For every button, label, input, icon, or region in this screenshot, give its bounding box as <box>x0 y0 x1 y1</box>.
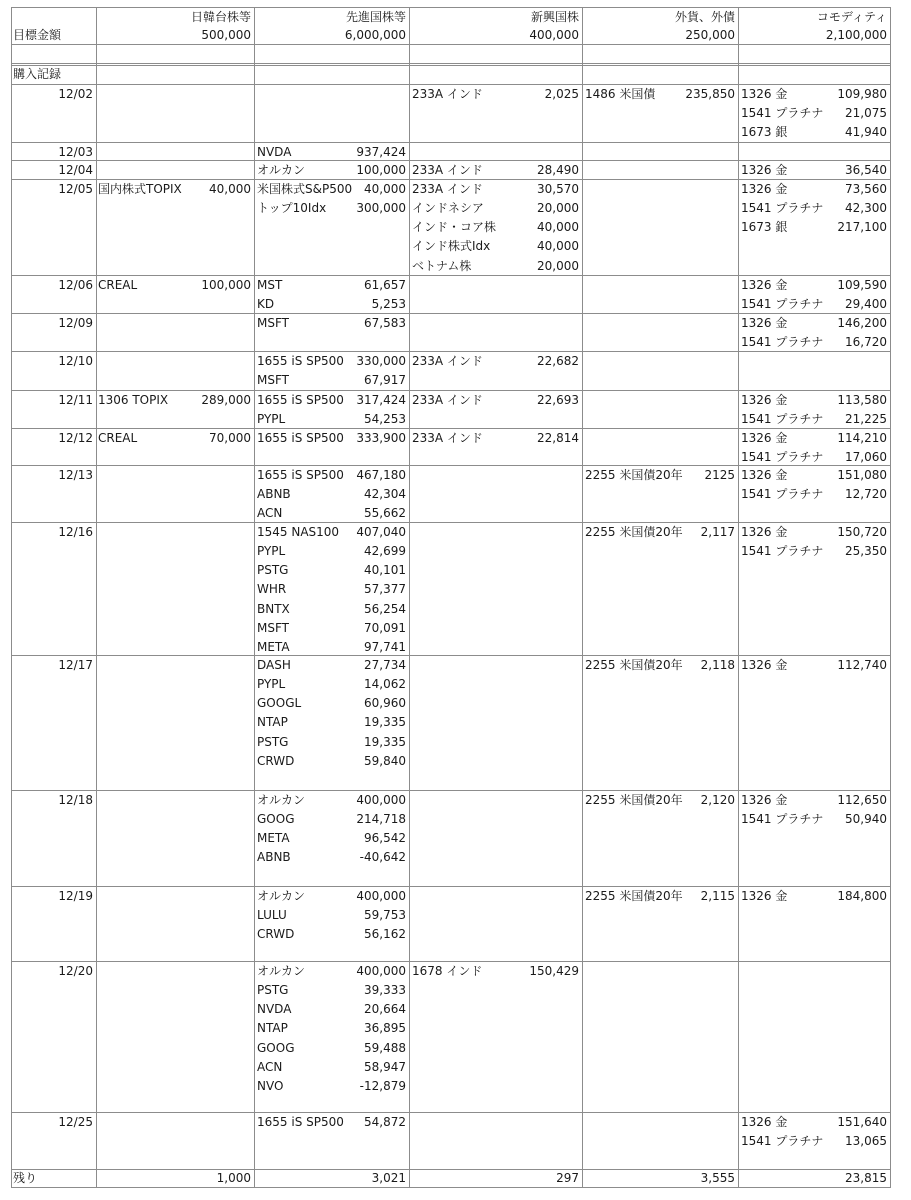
holding-name: META <box>257 639 290 654</box>
holding-name: LULU <box>257 908 287 923</box>
holding-name: NVO <box>257 1078 284 1093</box>
remaining-amount: 3,021 <box>371 1171 406 1185</box>
purchase-amount: 22,682 <box>537 354 579 368</box>
holding-name: PYPL <box>257 677 286 692</box>
holding-name: インド株式Idx <box>412 239 491 254</box>
purchase-amount: 146,200 <box>837 316 887 330</box>
holding-name: 1541 プラチナ <box>741 1134 824 1149</box>
target-label: 目標金額 <box>13 28 62 42</box>
holding-name: META <box>257 831 290 846</box>
purchase-amount: 56,254 <box>364 601 406 616</box>
purchase-amount: 21,225 <box>845 412 887 427</box>
holding-name: ACN <box>257 506 283 521</box>
holding-name: 1326 金 <box>741 525 788 539</box>
holding-name: インド・コア株 <box>412 220 497 235</box>
purchase-amount: 59,753 <box>364 908 406 923</box>
holding-name: 1541 プラチナ <box>741 297 824 312</box>
holding-name: 1541 プラチナ <box>741 487 824 502</box>
holding-name: 1655 iS SP500 <box>257 431 344 445</box>
purchase-amount: 56,162 <box>364 927 406 942</box>
purchase-amount: 21,075 <box>845 106 887 121</box>
holding-name: インドネシア <box>412 201 484 216</box>
purchase-amount: 40,101 <box>364 563 406 578</box>
record-date: 12/19 <box>58 889 93 903</box>
record-date: 12/11 <box>58 393 93 407</box>
holding-name: 233A インド <box>412 393 483 407</box>
holding-name: GOOG <box>257 812 295 827</box>
holding-name: 1326 金 <box>741 316 788 330</box>
purchase-amount: 109,980 <box>837 87 887 101</box>
row-border <box>11 65 891 66</box>
holding-name: 1326 金 <box>741 278 788 292</box>
purchase-amount: 235,850 <box>685 87 735 101</box>
purchase-amount: 2,025 <box>544 87 579 101</box>
purchase-amount: 937,424 <box>356 145 406 159</box>
holding-name: 2255 米国債20年 <box>585 658 683 672</box>
purchase-amount: 73,560 <box>845 182 887 196</box>
purchase-amount: 70,000 <box>209 431 251 445</box>
holding-name: ABNB <box>257 850 291 865</box>
record-date: 12/02 <box>58 87 93 101</box>
holding-name: 1326 金 <box>741 468 788 482</box>
column-header: 日韓台株等 <box>190 10 251 24</box>
holding-name: 1326 金 <box>741 793 788 807</box>
holding-name: ABNB <box>257 487 291 502</box>
holding-name: オルカン <box>257 964 306 978</box>
holding-name: 1541 プラチナ <box>741 106 824 121</box>
purchase-amount: 407,040 <box>356 525 406 539</box>
remaining-amount: 3,555 <box>700 1171 735 1185</box>
purchase-amount: 300,000 <box>356 201 406 216</box>
holding-name: ACN <box>257 1059 283 1074</box>
holding-name: 1541 プラチナ <box>741 335 824 350</box>
purchase-amount: 40,000 <box>537 220 579 235</box>
holding-name: 1541 プラチナ <box>741 812 824 827</box>
record-date: 12/16 <box>58 525 93 539</box>
purchase-amount: 36,895 <box>364 1021 406 1036</box>
target-amount: 6,000,000 <box>344 28 406 42</box>
holding-name: 233A インド <box>412 431 483 445</box>
holding-name: KD <box>257 297 275 312</box>
target-amount: 250,000 <box>685 28 735 42</box>
holding-name: 2255 米国債20年 <box>585 468 683 482</box>
purchase-amount: 25,350 <box>845 544 887 559</box>
column-border <box>254 7 255 1188</box>
purchase-amount: 400,000 <box>356 793 406 807</box>
target-amount: 400,000 <box>529 28 579 42</box>
holding-name: WHR <box>257 582 287 597</box>
purchase-amount: 150,720 <box>837 525 887 539</box>
record-date: 12/04 <box>58 163 93 177</box>
holding-name: 2255 米国債20年 <box>585 525 683 539</box>
purchase-amount: 54,872 <box>364 1115 406 1129</box>
purchase-amount: 59,488 <box>364 1040 406 1055</box>
column-border <box>738 7 739 1188</box>
target-amount: 2,100,000 <box>825 28 887 42</box>
purchase-amount: 151,640 <box>837 1115 887 1129</box>
purchase-amount: 467,180 <box>356 468 406 482</box>
purchase-amount: 40,000 <box>364 182 406 196</box>
holding-name: 1545 NAS100 <box>257 525 340 539</box>
purchase-amount: 151,080 <box>837 468 887 482</box>
purchase-amount: 42,699 <box>364 544 406 559</box>
purchase-amount: 36,540 <box>845 163 887 177</box>
holding-name: BNTX <box>257 601 290 616</box>
purchase-amount: 67,917 <box>364 373 406 388</box>
purchase-amount: 112,650 <box>837 793 887 807</box>
holding-name: CREAL <box>98 278 138 292</box>
holding-name: 1673 銀 <box>741 125 788 140</box>
record-date: 12/18 <box>58 793 93 807</box>
holding-name: 1678 インド <box>412 964 483 978</box>
holding-name: CREAL <box>98 431 138 445</box>
purchase-amount: 42,304 <box>364 487 406 502</box>
column-header: 先進国株等 <box>345 10 406 24</box>
column-border <box>409 7 410 1188</box>
purchase-amount: 217,100 <box>837 220 887 235</box>
purchase-amount: 59,840 <box>364 753 406 768</box>
remaining-amount: 1,000 <box>216 1171 251 1185</box>
record-date: 12/05 <box>58 182 93 196</box>
holding-name: 233A インド <box>412 354 483 368</box>
purchase-amount: 22,693 <box>537 393 579 407</box>
holding-name: 1541 プラチナ <box>741 412 824 427</box>
purchase-amount: 2,118 <box>700 658 735 672</box>
purchase-amount: 58,947 <box>364 1059 406 1074</box>
purchase-amount: 150,429 <box>529 964 579 978</box>
holding-name: 1326 金 <box>741 393 788 407</box>
purchase-amount: 29,400 <box>845 297 887 312</box>
purchase-amount: 22,814 <box>537 431 579 445</box>
column-border <box>96 7 97 1188</box>
holding-name: DASH <box>257 658 291 672</box>
purchase-amount: 40,000 <box>209 182 251 196</box>
holding-name: 1326 金 <box>741 182 788 196</box>
purchase-amount: 40,000 <box>537 239 579 254</box>
purchase-amount: 57,377 <box>364 582 406 597</box>
holding-name: 1673 銀 <box>741 220 788 235</box>
holding-name: GOOG <box>257 1040 295 1055</box>
purchase-amount: 41,940 <box>845 125 887 140</box>
purchase-amount: 13,065 <box>845 1134 887 1149</box>
holding-name: MSFT <box>257 316 289 330</box>
record-date: 12/13 <box>58 468 93 482</box>
purchase-amount: -12,879 <box>359 1078 406 1093</box>
purchase-amount: 20,664 <box>364 1002 406 1017</box>
purchase-amount: 28,490 <box>537 163 579 177</box>
purchase-amount: 67,583 <box>364 316 406 330</box>
purchase-amount: 20,000 <box>537 258 579 273</box>
target-amount: 500,000 <box>201 28 251 42</box>
purchase-amount: 42,300 <box>845 201 887 216</box>
holding-name: PSTG <box>257 734 289 749</box>
purchase-amount: 17,060 <box>845 450 887 465</box>
holding-name: 米国株式S&P500 <box>257 182 353 196</box>
record-date: 12/06 <box>58 278 93 292</box>
purchase-amount: 2,120 <box>700 793 735 807</box>
holding-name: 1655 iS SP500 <box>257 468 344 482</box>
holding-name: PSTG <box>257 563 289 578</box>
record-date: 12/17 <box>58 658 93 672</box>
record-date: 12/09 <box>58 316 93 330</box>
holding-name: 1326 金 <box>741 658 788 672</box>
holding-name: MSFT <box>257 373 289 388</box>
purchase-amount: 184,800 <box>837 889 887 903</box>
holding-name: 233A インド <box>412 163 483 177</box>
holding-name: 233A インド <box>412 87 483 101</box>
purchase-amount: 30,570 <box>537 182 579 196</box>
holding-name: 1326 金 <box>741 1115 788 1129</box>
purchase-amount: 60,960 <box>364 696 406 711</box>
holding-name: PYPL <box>257 412 286 427</box>
column-header: コモディティ <box>816 10 887 24</box>
purchase-amount: 2,115 <box>700 889 735 903</box>
holding-name: PSTG <box>257 983 289 998</box>
holding-name: オルカン <box>257 889 306 903</box>
holding-name: 1541 プラチナ <box>741 450 824 465</box>
purchase-amount: 50,940 <box>845 812 887 827</box>
purchase-amount: 100,000 <box>201 278 251 292</box>
record-date: 12/25 <box>58 1115 93 1129</box>
purchase-amount: 317,424 <box>356 393 406 407</box>
holding-name: MST <box>257 278 283 292</box>
holding-name: GOOGL <box>257 696 302 711</box>
holding-name: PYPL <box>257 544 286 559</box>
purchase-amount: 54,253 <box>364 412 406 427</box>
holding-name: 1326 金 <box>741 163 788 177</box>
table-edge <box>890 7 891 1188</box>
purchase-amount: 19,335 <box>364 734 406 749</box>
purchase-amount: 113,580 <box>837 393 887 407</box>
purchase-amount: 96,542 <box>364 831 406 846</box>
purchase-amount: 5,253 <box>371 297 406 312</box>
holding-name: NVDA <box>257 1002 292 1017</box>
holding-name: 2255 米国債20年 <box>585 889 683 903</box>
holding-name: ベトナム株 <box>412 258 472 273</box>
remaining-amount: 23,815 <box>845 1171 887 1185</box>
purchase-amount: 39,333 <box>364 983 406 998</box>
holding-name: 国内株式TOPIX <box>98 182 182 196</box>
holding-name: トップ10Idx <box>257 201 327 216</box>
holding-name: オルカン <box>257 163 306 177</box>
purchase-amount: 400,000 <box>356 964 406 978</box>
holding-name: 2255 米国債20年 <box>585 793 683 807</box>
purchase-amount: 19,335 <box>364 715 406 730</box>
holding-name: 1326 金 <box>741 889 788 903</box>
purchase-amount: 97,741 <box>364 639 406 654</box>
record-date: 12/10 <box>58 354 93 368</box>
holding-name: オルカン <box>257 793 306 807</box>
holding-name: 1326 金 <box>741 431 788 445</box>
holding-name: 1306 TOPIX <box>98 393 169 407</box>
holding-name: 1541 プラチナ <box>741 201 824 216</box>
purchase-amount: 27,734 <box>364 658 406 672</box>
purchase-amount: 14,062 <box>364 677 406 692</box>
purchase-amount: 2,117 <box>700 525 735 539</box>
holding-name: 233A インド <box>412 182 483 196</box>
purchase-amount: 100,000 <box>356 163 406 177</box>
purchase-amount: 114,210 <box>837 431 887 445</box>
holding-name: 1326 金 <box>741 87 788 101</box>
holding-name: 1655 iS SP500 <box>257 1115 344 1129</box>
purchase-record-label: 購入記録 <box>13 67 62 81</box>
remaining-label: 残り <box>13 1171 38 1185</box>
purchase-amount: -40,642 <box>359 850 406 865</box>
purchase-amount: 2125 <box>704 468 735 482</box>
purchase-amount: 400,000 <box>356 889 406 903</box>
purchase-amount: 20,000 <box>537 201 579 216</box>
remaining-amount: 297 <box>556 1171 579 1185</box>
purchase-amount: 289,000 <box>201 393 251 407</box>
purchase-amount: 16,720 <box>845 335 887 350</box>
column-header: 新興国株 <box>530 10 579 24</box>
record-date: 12/03 <box>58 145 93 159</box>
holding-name: NVDA <box>257 145 292 159</box>
holding-name: 1486 米国債 <box>585 87 656 101</box>
record-date: 12/20 <box>58 964 93 978</box>
holding-name: CRWD <box>257 753 295 768</box>
purchase-amount: 12,720 <box>845 487 887 502</box>
purchase-amount: 61,657 <box>364 278 406 292</box>
holding-name: NTAP <box>257 715 288 730</box>
purchase-amount: 333,900 <box>356 431 406 445</box>
holding-name: 1655 iS SP500 <box>257 393 344 407</box>
holding-name: 1541 プラチナ <box>741 544 824 559</box>
column-border <box>582 7 583 1188</box>
holding-name: NTAP <box>257 1021 288 1036</box>
holding-name: 1655 iS SP500 <box>257 354 344 368</box>
holding-name: CRWD <box>257 927 295 942</box>
purchase-amount: 112,740 <box>837 658 887 672</box>
purchase-amount: 55,662 <box>364 506 406 521</box>
purchase-amount: 109,590 <box>837 278 887 292</box>
column-header: 外貨、外債 <box>674 10 735 24</box>
holding-name: MSFT <box>257 620 289 635</box>
purchase-amount: 330,000 <box>356 354 406 368</box>
purchase-amount: 214,718 <box>356 812 406 827</box>
record-date: 12/12 <box>58 431 93 445</box>
purchase-amount: 70,091 <box>364 620 406 635</box>
row-border <box>11 63 891 64</box>
